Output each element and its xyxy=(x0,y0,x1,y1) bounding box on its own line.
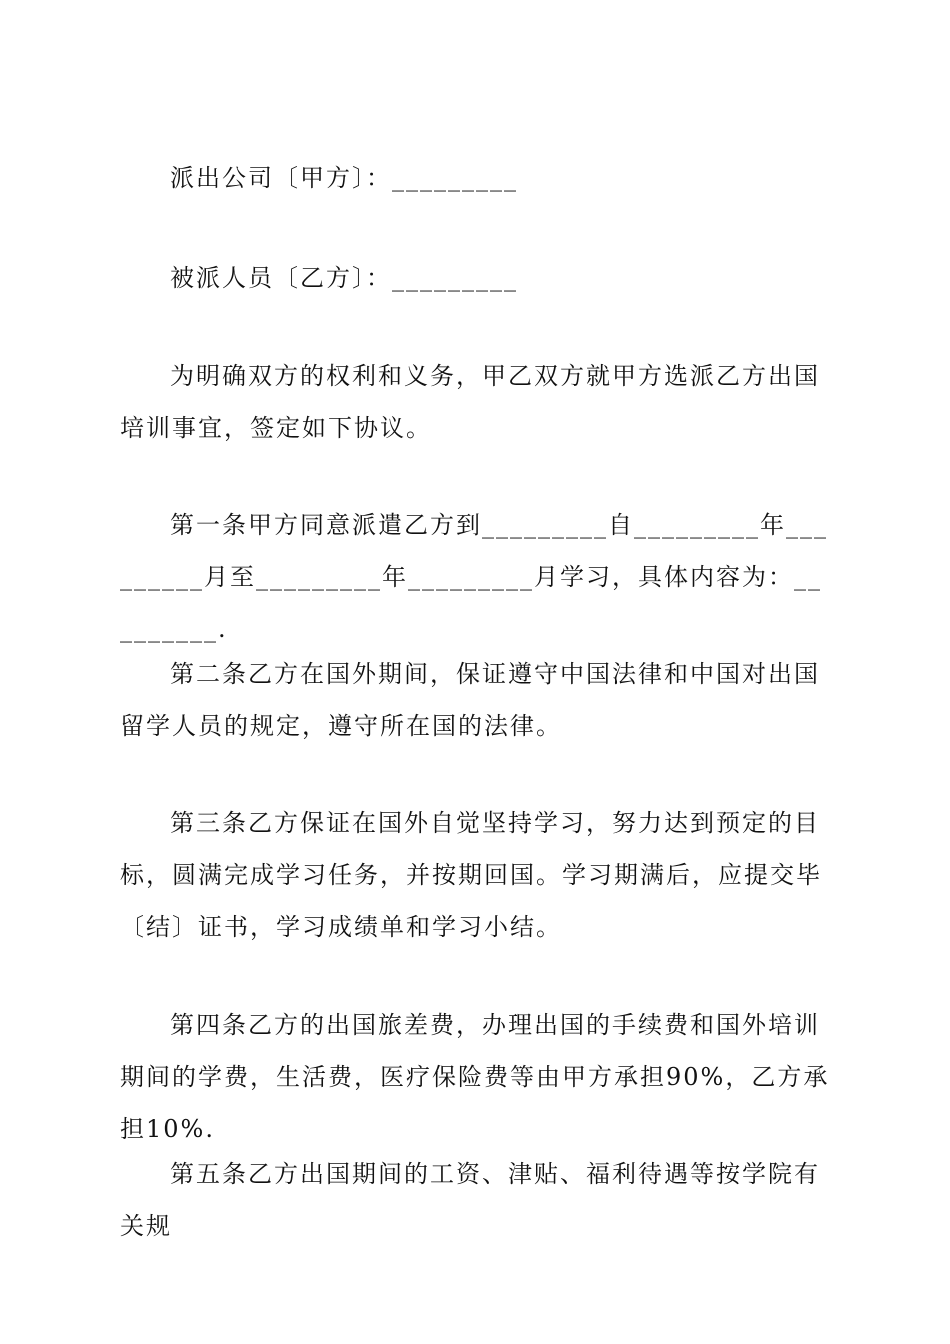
article-1: 第一条甲方同意派遣乙方到_________自_________年_________月至_________年_________月学习，具体内容为：_________. xyxy=(120,511,828,643)
article-4: 第四条乙方的出国旅差费，办理出国的手续费和国外培训期间的学费，生活费，医疗保险费等由甲方承担90%，乙方承担10%. xyxy=(120,1011,830,1143)
article-5: 第五条乙方出国期间的工资、津贴、福利待遇等按学院有关规 xyxy=(120,1160,820,1240)
party-b-line: 被派人员〔乙方〕：_________ xyxy=(170,264,518,292)
intro-paragraph: 为明确双方的权利和义务，甲乙双方就甲方选派乙方出国培训事宜，签定如下协议。 xyxy=(120,362,820,442)
article-3: 第三条乙方保证在国外自觉坚持学习，努力达到预定的目标，圆满完成学习任务，并按期回国。学习期满后，应提交毕〔结〕证书，学习成绩单和学习小结。 xyxy=(120,809,822,941)
party-a-line: 派出公司〔甲方〕：_________ xyxy=(170,164,518,192)
article-2: 第二条乙方在国外期间，保证遵守中国法律和中国对出国留学人员的规定，遵守所在国的法律。 xyxy=(120,660,820,740)
